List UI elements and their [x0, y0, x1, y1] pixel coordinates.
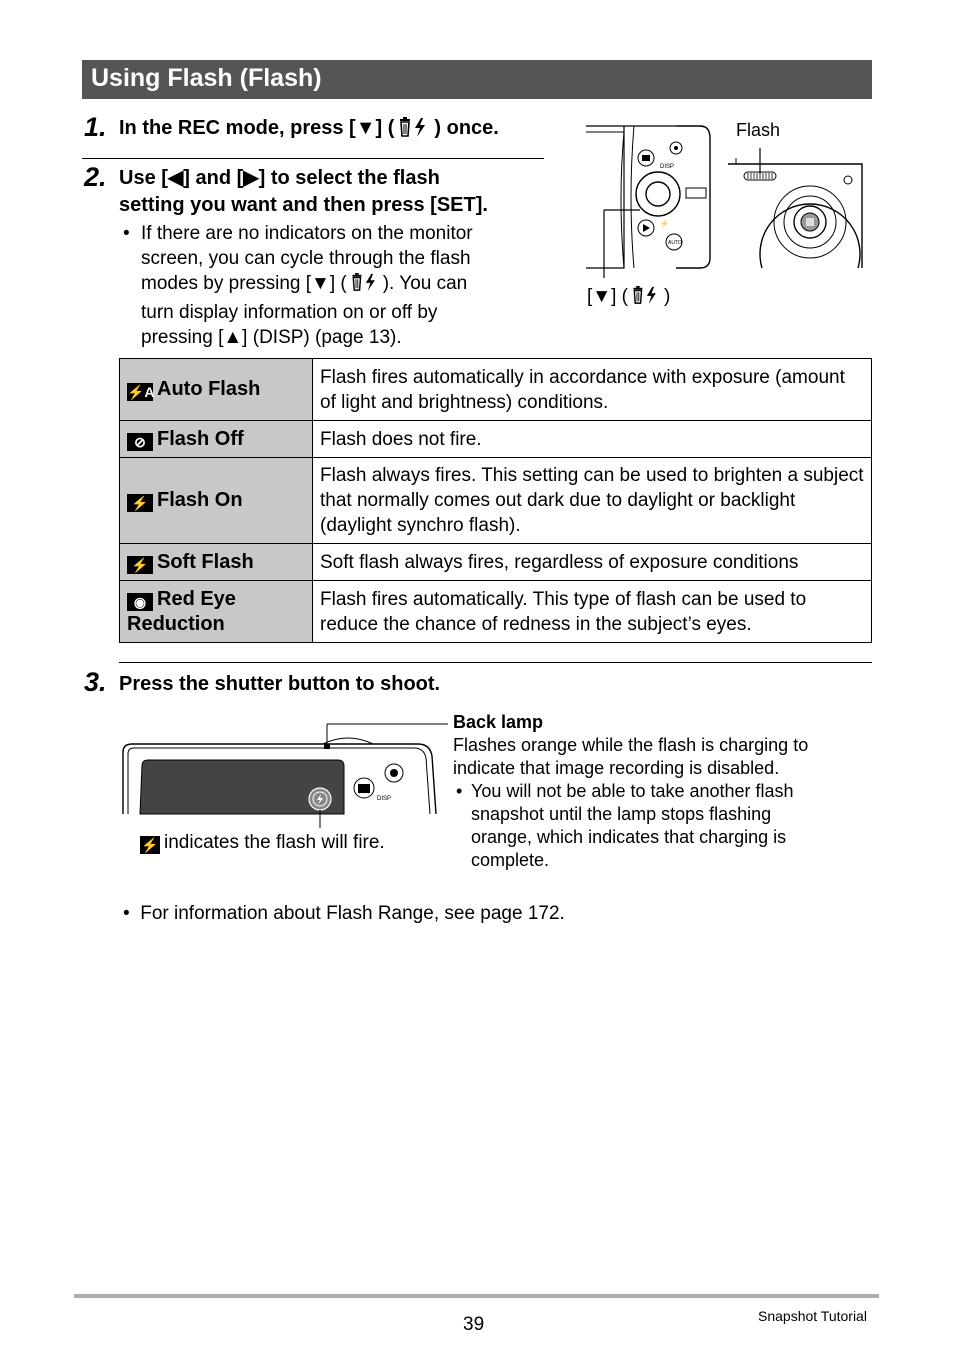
step-2-bullet-line-3-before: modes by pressing [▼] ( — [141, 273, 347, 294]
button-label-after: ) — [663, 286, 671, 307]
mode-description: Flash fires automatically in accordance with exposure (amount of light and brightness) conditions. — [313, 359, 872, 421]
indicator-caption-text: indicates the flash will fire. — [164, 832, 385, 853]
page-number: 39 — [463, 1314, 485, 1335]
footer-section: Snapshot Tutorial — [758, 1308, 867, 1324]
auto-label: AUTO — [668, 240, 682, 246]
back-lamp-line-1: Flashes orange while the flash is charging to — [453, 735, 809, 755]
bullet-mark: • — [123, 903, 130, 924]
svg-text:⚡: ⚡ — [660, 221, 669, 228]
trash-flash-icon — [628, 284, 664, 312]
mode-name-cell — [120, 421, 313, 458]
footer-rule — [74, 1294, 879, 1298]
back-lamp-bullet-line-1: You will not be able to take another flash — [471, 781, 794, 801]
step-3-number: 3. — [84, 667, 107, 697]
flash-on-icon: ⚡ — [127, 494, 153, 512]
step-1-text — [119, 115, 499, 146]
step-2-number: 2. — [84, 162, 107, 192]
disp-label: DISP — [377, 796, 392, 802]
step-1-text-before: In the REC mode, press [▼] ( — [119, 117, 395, 139]
divider-step-3 — [119, 662, 872, 663]
step-2-bullet-line-3 — [141, 271, 543, 300]
button-label — [587, 284, 670, 312]
mode-name-cell — [120, 581, 313, 643]
back-lamp-bullet-line-4: complete. — [471, 850, 550, 870]
back-lamp-info — [453, 711, 868, 872]
mode-name: Flash On — [157, 489, 243, 511]
camera-back-lamp-figure — [118, 718, 458, 828]
auto-flash-icon: ⚡A — [127, 384, 155, 400]
back-lamp-bullet — [453, 780, 868, 872]
step-2-bullet-line-5: pressing [▲] (DISP) (page 13). — [141, 327, 402, 348]
mode-description: Flash always fires. This setting can be used to brighten a subject that normally comes out dark due to daylight or backlight (daylight synchro flash). — [313, 458, 872, 544]
back-lamp-bullet-line-2: snapshot until the lamp stops flashing — [471, 804, 772, 824]
step-3-text: Press the shutter button to shoot. — [119, 673, 441, 695]
mode-description: Flash does not fire. — [313, 421, 872, 458]
mode-name: Flash Off — [157, 427, 244, 450]
mode-description: Flash fires automatically. This type of flash can be used to reduce the chance of redness in the subject’s eyes. — [313, 581, 872, 643]
divider-step-2 — [82, 158, 544, 159]
mode-name-cell — [120, 544, 313, 581]
mode-name-line-2: Reduction — [127, 612, 225, 635]
back-lamp-line-2: indicate that image recording is disabled. — [453, 758, 780, 778]
trash-flash-icon — [347, 271, 383, 300]
step-2-bullet-line-4: turn display information on or off by — [141, 302, 438, 323]
flash-on-icon: ⚡ — [141, 837, 159, 853]
step-2-line-1: Use [◀] and [▶] to select the flash — [119, 167, 440, 189]
step-2-bullet-line-2: screen, you can cycle through the flash — [141, 248, 471, 269]
flash-indicator-caption — [140, 832, 385, 854]
step-1-text-after: ) once. — [434, 117, 499, 139]
table-row — [120, 581, 872, 643]
table-row — [120, 458, 872, 544]
trash-flash-icon — [394, 116, 434, 146]
flash-off-icon: ⊘ — [127, 433, 153, 451]
flash-range-text: For information about Flash Range, see page 172. — [140, 903, 565, 924]
mode-description: Soft flash always fires, regardless of exposure conditions — [313, 544, 872, 581]
button-label-before: [▼] ( — [587, 286, 628, 307]
back-lamp-bullet-line-3: orange, which indicates that charging is — [471, 827, 787, 847]
mode-name-cell — [120, 359, 313, 421]
red-eye-icon: ◉ — [127, 593, 153, 611]
table-row — [120, 421, 872, 458]
mode-name: Soft Flash — [157, 550, 254, 573]
section-title: Using Flash (Flash) — [82, 60, 872, 99]
bullet-mark: • — [123, 223, 130, 244]
bullet-mark: • — [456, 781, 463, 801]
mode-name: Auto Flash — [157, 378, 261, 400]
disp-label: DISP — [660, 164, 675, 170]
table-row — [120, 359, 872, 421]
step-2-bullet-line-1: If there are no indicators on the monitor — [141, 223, 473, 244]
table-row — [120, 544, 872, 581]
mode-name-line-1: Red Eye — [157, 587, 236, 610]
flash-label: Flash — [736, 120, 781, 140]
flash-mode-table — [119, 358, 872, 643]
back-lamp-title: Back lamp — [453, 712, 544, 732]
soft-flash-icon: ⚡ — [127, 556, 153, 574]
step-2-bullet — [123, 221, 543, 350]
step-1-number: 1. — [84, 112, 107, 142]
step-2-bullet-line-3-after: ). You can — [382, 273, 468, 294]
step-2-line-2: setting you want and then press [SET]. — [119, 194, 488, 216]
mode-name-cell — [120, 458, 313, 544]
flash-range-note — [123, 901, 565, 926]
